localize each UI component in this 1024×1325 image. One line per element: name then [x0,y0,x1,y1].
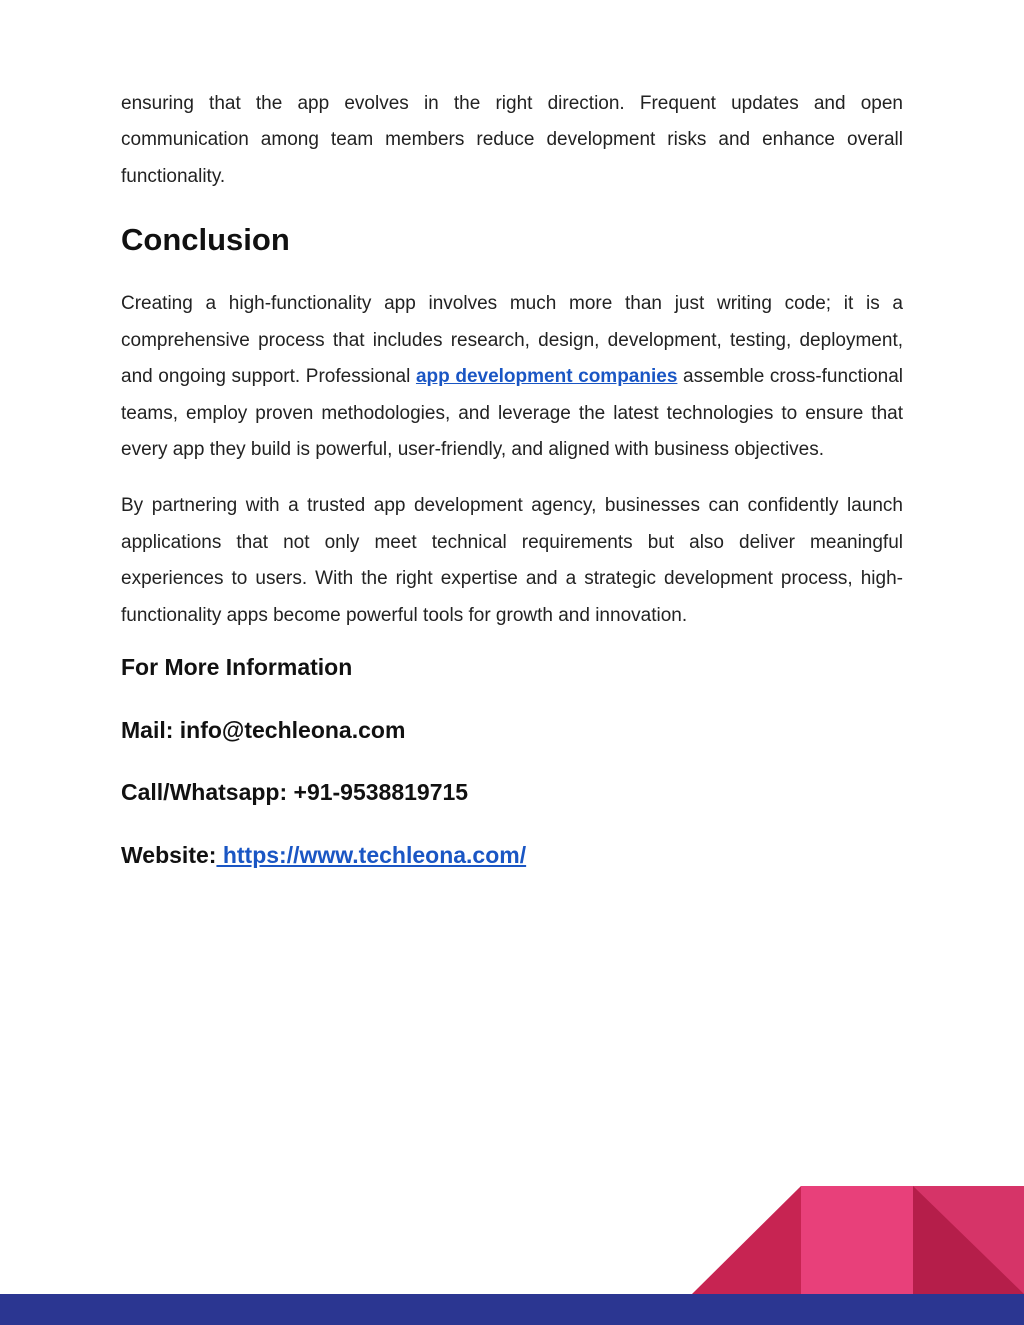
website-link[interactable]: https://www.techleona.com/ [216,841,527,868]
paragraph-text: assemble cross-functional teams, employ proven methodologies, and leverage the latest technologies to ensure that every app they build is powerful, user-friendly, and aligned with business objectives. [121,366,903,461]
decor-square-pink [801,1186,913,1294]
paragraph-intro: ensuring that the app evolves in the right direction. Frequent updates and open communication among team members reduce development risks and enhance overall functionality. [121,93,903,187]
contact-title: For More Information [121,654,353,681]
paragraph-conclusion-2: By partnering with a trusted app development agency, businesses can confidently launch applications that not only meet technical requirements but also deliver meaningful experiences to users. With the right expertise and a strategic development process, high-functionality apps become powerful tools for growth and innovation. [121,495,903,626]
website-label: Website: [121,841,217,868]
decor-triangle-left [692,1186,801,1294]
footer-bar [0,1294,1024,1325]
contact-mail: Mail: info@techleona.com [121,716,406,743]
contact-call: Call/Whatsapp: +91-9538819715 [121,779,469,806]
app-development-companies-link[interactable]: app development companies [415,366,678,388]
paragraph-text: Creating a high-functionality app involves much more than just writing code; it is a comprehensive process that includes research, design, development, testing, deployment, and ongoing support. Professional [121,293,903,388]
heading-conclusion: Conclusion [121,222,290,258]
